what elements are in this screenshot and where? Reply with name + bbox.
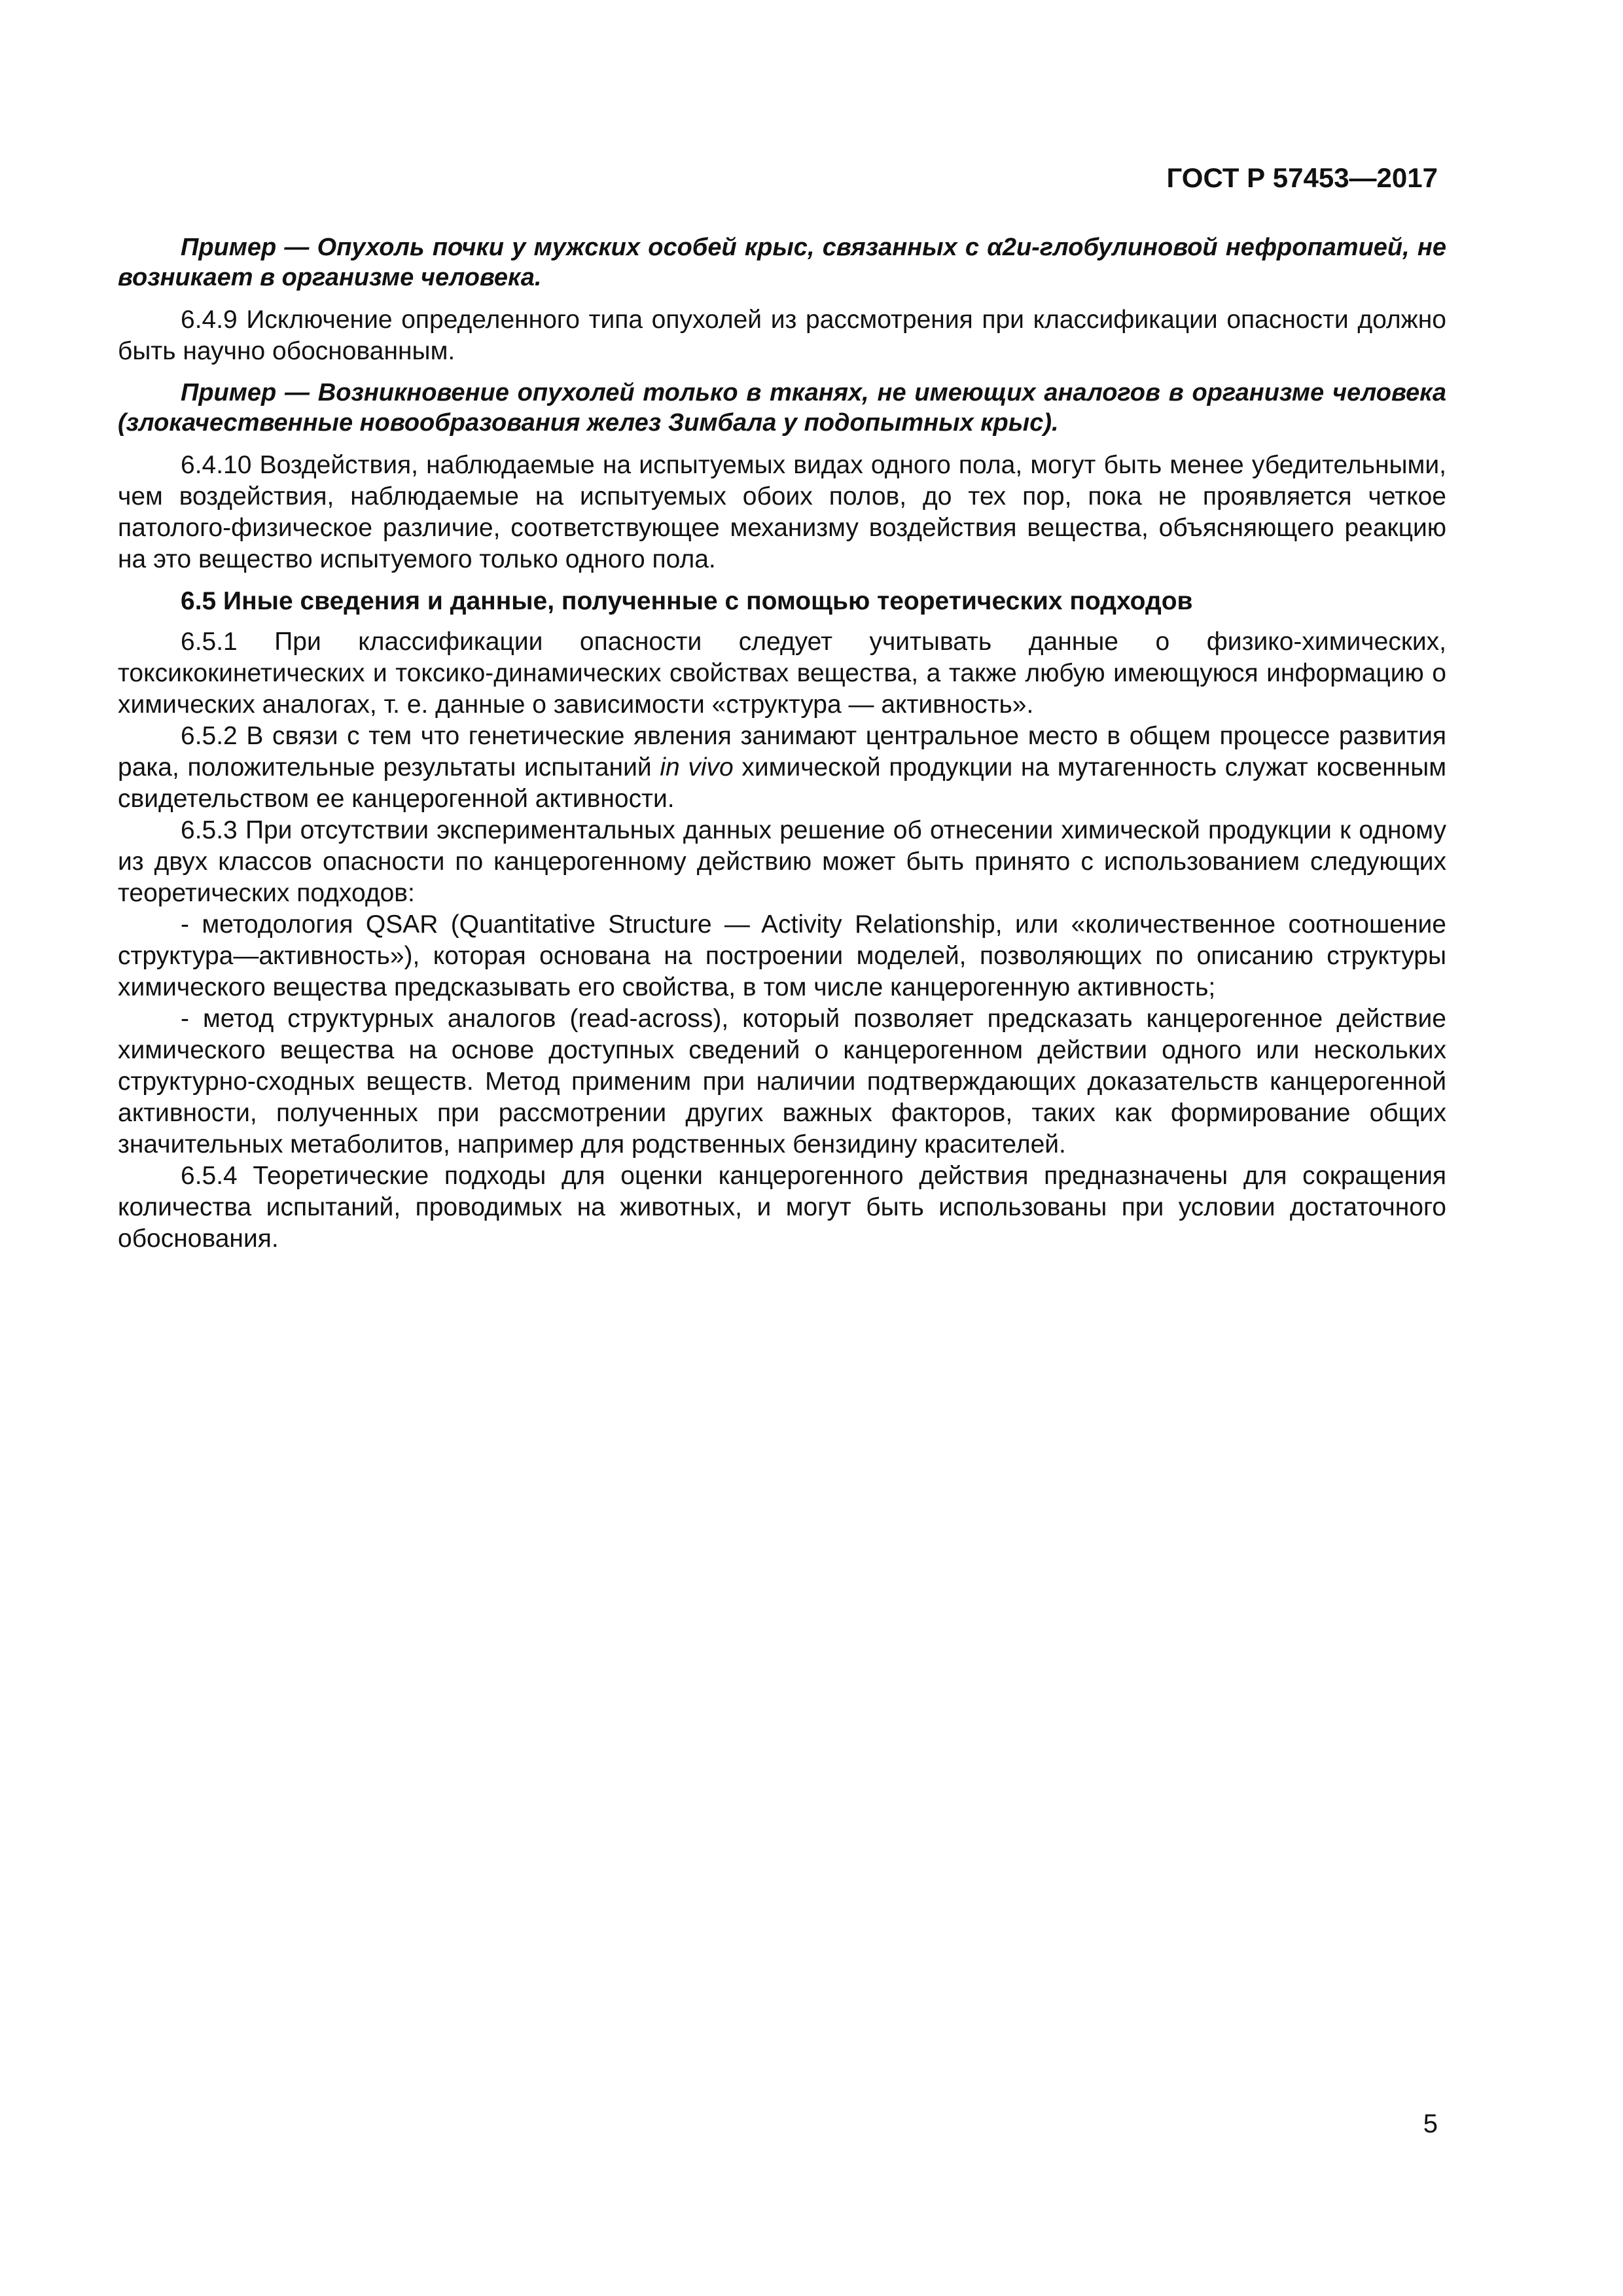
- document-code-header: ГОСТ Р 57453—2017: [1166, 162, 1438, 193]
- page-number: 5: [1423, 2109, 1438, 2138]
- list-item-qsar: - методология QSAR (Quantitative Structure — Activity Relationship, или «количественное соотношение структура—активность»), которая основана на построении моделей, позволяющих по описанию структуры химического вещества предсказывать его свойства, в том числе канцерогенную активность;: [118, 910, 1446, 1001]
- document-body: [118, 232, 1446, 1255]
- clause-6-5-2-in-vivo: in vivo: [660, 753, 734, 781]
- example-zymbal-gland: Пример — Возникновение опухолей только в тканях, не имеющих аналогов в организме человека (злокачественные новообразования желез Зимбала у подопытных крыс).: [118, 379, 1446, 437]
- clause-6-4-10: 6.4.10 Воздействия, наблюдаемые на испытуемых видах одного пола, могут быть менее убедительными, чем воздействия, наблюдаемые на испытуемых обоих полов, до тех пор, пока не проявляется четкое патолого-физическое различие, соответствующее механизму воздействия вещества, объясняющего реакцию на это вещество испытуемого только одного пола.: [118, 451, 1446, 573]
- list-item-read-across: - метод структурных аналогов (read-across), который позволяет предсказать канцерогенное действие химического вещества на основе доступных сведений о канцерогенном действии одного или нескольких структурно-сходных веществ. Метод применим при наличии подтверждающих доказательств канцерогенной активности, полученных при рассмотрении других важных факторов, таких как формирование общих значительных метаболитов, например для родственных бензидину красителей.: [118, 1005, 1446, 1158]
- clause-6-5-4: 6.5.4 Теоретические подходы для оценки канцерогенного действия предназначены для сокращения количества испытаний, проводимых на животных, и могут быть использованы при условии достаточного обоснования.: [118, 1162, 1446, 1253]
- clause-6-5-2-text-start: 6.5.2 В связи с тем что генетические явления занимают центральное место в общем процессе развития рака, положительные результаты испытаний: [118, 722, 1446, 781]
- clause-6-5-2-text-end: химической продукции на мутагенность служат косвенным свидетельством ее канцерогенной активности.: [118, 753, 1446, 813]
- section-heading-6-5: 6.5 Иные сведения и данные, полученные с помощью теоретических подходов: [181, 587, 1193, 615]
- example-kidney-tumor: Пример — Опухоль почки у мужских особей крыс, связанных с α2и-глобулиновой нефропатией, не возникает в организме человека.: [118, 234, 1446, 291]
- clause-6-5-1: 6.5.1 При классификации опасности следует учитывать данные о физико-химических, токсикокинетических и токсико-динамических свойствах вещества, а также любую имеющуюся информацию о химических аналогах, т. е. данные о зависимости «структура — активность».: [118, 628, 1446, 719]
- clause-6-5-2: [118, 721, 1446, 815]
- clause-6-5-3: 6.5.3 При отсутствии экспериментальных данных решение об отнесении химической продукции к одному из двух классов опасности по канцерогенному действию может быть принято с использованием следующих теоретических подходов:: [118, 816, 1446, 907]
- clause-6-4-9: 6.4.9 Исключение определенного типа опухолей из рассмотрения при классификации опасности должно быть научно обоснованным.: [118, 306, 1446, 365]
